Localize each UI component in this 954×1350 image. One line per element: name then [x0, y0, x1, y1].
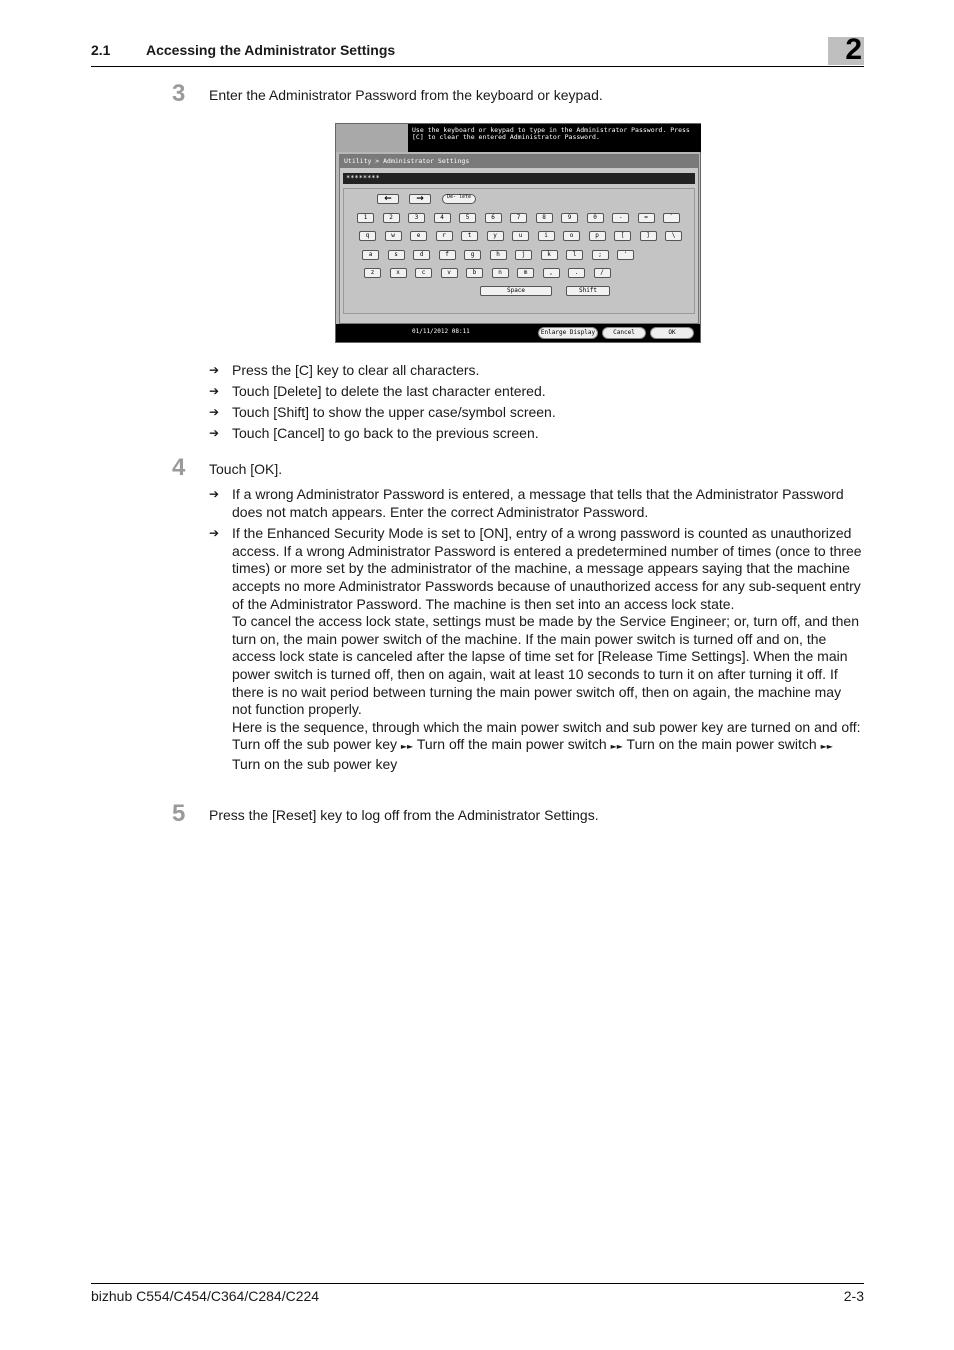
keyboard-key[interactable]: 8 [536, 213, 553, 223]
keyboard-key[interactable]: w [385, 231, 402, 241]
keyboard-key[interactable]: v [441, 268, 458, 278]
keyboard-key[interactable]: r [436, 231, 453, 241]
keyboard-key[interactable]: = [638, 213, 655, 223]
note-item: ➔ Touch [Shift] to show the upper case/symbol screen. [209, 403, 556, 420]
space-key[interactable]: Space [480, 286, 552, 296]
arrow-icon: ➔ [209, 363, 220, 377]
keyboard-key[interactable]: 1 [357, 213, 374, 223]
note-item: ➔ If the Enhanced Security Mode is set to [ON], entry of a wrong password is counted as unauthorized access. If a wrong Administrator Password is entered a predetermined number of times (once to three times) or more set by the administrator of the machine, a message appears saying that the machine accepts no more Administrator Passwords because of unauthorized access for any sub-sequent entry of the Administrator Password. The machine is then set into an access lock state. To cancel the access lock state, settings must be made by the Service Engineer; or, turn off, and then turn on, the main power switch of the machine. If the main power switch is turned off and on, the access lock state is canceled after the lapse of time set for [Release Time Settings]. When the main power switch is turned off, then on again, wait at least 10 seconds to turn it on after turning it off. If there is no wait period between turning the main power switch off, then on again, the machine may not function properly. Here is the sequence, through which the main power switch and sub power key are turned on and off: Turn off the sub power key ►► Turn off the main power switch ►► Turn on the main power switch ►► Turn on the sub power key [209, 525, 864, 773]
section-title: Accessing the Administrator Settings [146, 42, 396, 58]
keyboard-key[interactable]: a [362, 250, 379, 260]
keyboard-key[interactable]: . [568, 268, 585, 278]
screen-status-area [336, 124, 408, 152]
cancel-button[interactable]: Cancel [602, 327, 646, 339]
keyboard-key[interactable]: q [359, 231, 376, 241]
keyboard-key[interactable]: ; [592, 250, 609, 260]
note-item: ➔ If a wrong Administrator Password is entered, a message that tells that the Administrator Password does not match appears. Enter the correct Administrator Password. [209, 486, 844, 520]
keyboard-key[interactable]: 4 [434, 213, 451, 223]
screen-message: Use the keyboard or keypad to type in the Administrator Password. Press [C] to clear the entered Administrator Password. [408, 124, 701, 152]
keyboard-key[interactable]: 6 [485, 213, 502, 223]
ok-button[interactable]: OK [650, 327, 694, 339]
keyboard-key[interactable]: u [512, 231, 529, 241]
cursor-left-key[interactable]: ← [377, 194, 399, 204]
note-item: ➔ Touch [Cancel] to go back to the previous screen. [209, 424, 539, 441]
keyboard-key[interactable]: h [490, 250, 507, 260]
keyboard-key[interactable]: / [594, 268, 611, 278]
keyboard-key[interactable]: z [364, 268, 381, 278]
chapter-badge [828, 33, 864, 66]
step-text-4: Touch [OK]. [209, 461, 283, 477]
keyboard-key[interactable]: \ [665, 231, 682, 241]
keyboard-key[interactable]: n [492, 268, 509, 278]
keyboard-key[interactable]: d [413, 250, 430, 260]
keyboard-key[interactable]: t [461, 231, 478, 241]
keyboard-key[interactable]: c [415, 268, 432, 278]
screen-breadcrumb: Utility > Administrator Settings [340, 155, 698, 168]
step-number-4: 4 [172, 454, 186, 481]
keyboard-key[interactable]: l [566, 250, 583, 260]
arrow-icon: ➔ [209, 383, 220, 398]
page-header [91, 38, 864, 67]
step-number-3: 3 [172, 80, 186, 107]
keyboard-key[interactable]: s [388, 250, 405, 260]
keyboard-key[interactable]: y [487, 231, 504, 241]
step-3-notes [209, 362, 864, 443]
page-footer [91, 1283, 864, 1304]
keyboard-key[interactable]: j [515, 250, 532, 260]
password-input[interactable]: ******** [343, 173, 695, 184]
page-number: 2-3 [843, 1288, 864, 1304]
cursor-right-key[interactable]: → [409, 194, 431, 204]
keyboard-key[interactable]: f [439, 250, 456, 260]
note-item: ➔ Press the [C] key to clear all characters. [209, 362, 480, 378]
arrow-icon: ➔ [209, 404, 220, 419]
keyboard-key[interactable]: k [541, 250, 558, 260]
on-screen-keyboard [343, 188, 695, 314]
enlarge-display-button[interactable]: Enlarge Display [538, 327, 598, 339]
keyboard-key[interactable]: e [410, 231, 427, 241]
keyboard-key[interactable]: 5 [459, 213, 476, 223]
step-4-notes [209, 486, 864, 774]
keyboard-key[interactable]: g [464, 250, 481, 260]
step-text-5: Press the [Reset] key to log off from the Administrator Settings. [209, 807, 599, 823]
keyboard-key[interactable]: [ [614, 231, 631, 241]
double-arrow-icon: ►► [610, 742, 623, 752]
keyboard-key[interactable]: ' [617, 250, 634, 260]
keyboard-key[interactable]: i [538, 231, 555, 241]
keyboard-key[interactable]: 0 [587, 213, 604, 223]
delete-key[interactable]: De- lete [442, 194, 476, 204]
keyboard-key[interactable]: o [563, 231, 580, 241]
keyboard-key[interactable]: p [589, 231, 606, 241]
screen-bottom-bar [336, 324, 700, 342]
keyboard-key[interactable]: b [466, 268, 483, 278]
keyboard-key[interactable]: 3 [408, 213, 425, 223]
keyboard-key[interactable]: , [543, 268, 560, 278]
keyboard-key[interactable]: ] [640, 231, 657, 241]
keyboard-key[interactable]: ` [663, 213, 680, 223]
keyboard-key[interactable]: 2 [383, 213, 400, 223]
step-text-3: Enter the Administrator Password from the keyboard or keypad. [209, 87, 603, 103]
model-name: bizhub C554/C454/C364/C284/C224 [91, 1288, 320, 1304]
keyboard-key[interactable]: x [390, 268, 407, 278]
note-item: ➔ Touch [Delete] to delete the last character entered. [209, 382, 546, 399]
keyboard-key[interactable]: m [517, 268, 534, 278]
screen-datetime: 01/11/2012 08:11 [412, 328, 470, 335]
power-sequence: Turn off the sub power key ►► Turn off the main power switch ►► Turn on the main power switch ►► Turn on the sub power key [232, 736, 833, 772]
keyboard-key[interactable]: 7 [510, 213, 527, 223]
double-arrow-icon: ►► [820, 742, 833, 752]
screen-panel [339, 154, 699, 324]
step-number-5: 5 [172, 800, 186, 827]
control-panel-screen [335, 123, 701, 343]
section-number: 2.1 [91, 42, 111, 58]
keyboard-key[interactable]: - [612, 213, 629, 223]
arrow-icon: ➔ [209, 526, 220, 541]
keyboard-key[interactable]: 9 [561, 213, 578, 223]
double-arrow-icon: ►► [400, 742, 414, 752]
arrow-icon: ➔ [209, 425, 220, 440]
arrow-icon: ➔ [209, 487, 220, 501]
chapter-number: 2 [845, 33, 862, 66]
shift-key[interactable]: Shift [566, 286, 610, 296]
